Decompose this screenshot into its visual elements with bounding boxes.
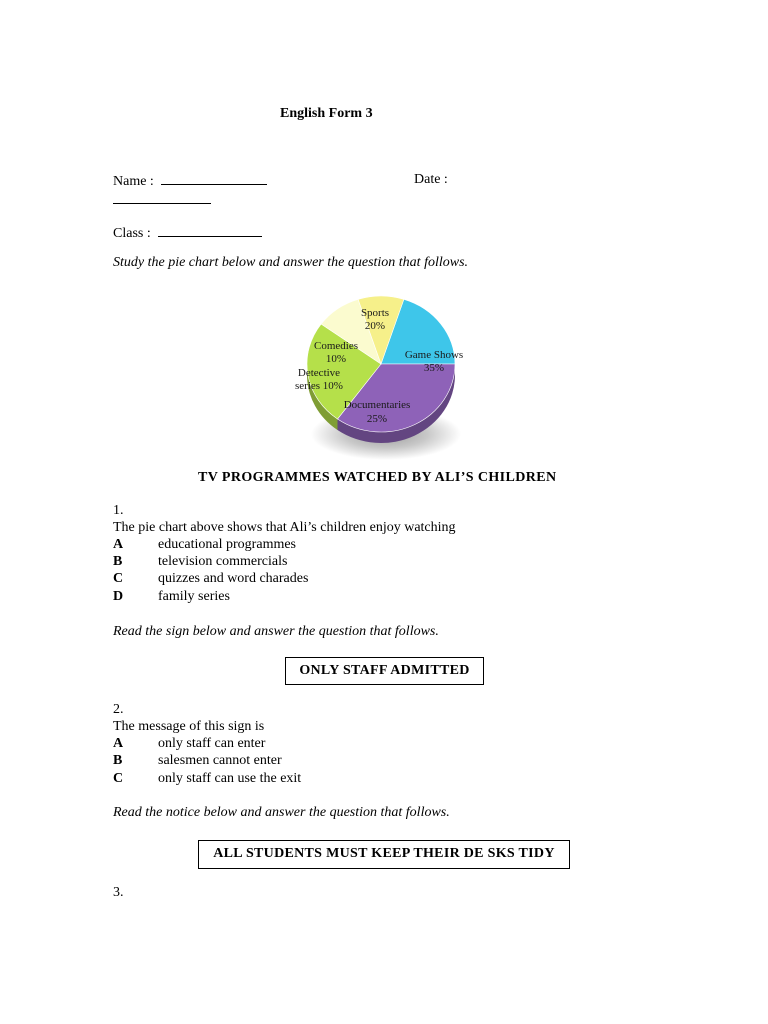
q1-stem: The pie chart above shows that Ali’s children enjoy watching bbox=[113, 520, 456, 535]
q1-option-b[interactable] bbox=[113, 554, 287, 570]
q2-stem: The message of this sign is bbox=[113, 719, 265, 734]
date-label: Date : bbox=[414, 172, 448, 187]
name-field-row bbox=[113, 172, 267, 190]
chart-caption: TV PROGRAMMES WATCHED BY ALI’S CHILDREN bbox=[198, 470, 557, 485]
option-text: only staff can enter bbox=[158, 736, 266, 751]
q1-instruction: Study the pie chart below and answer the question that follows. bbox=[113, 255, 469, 270]
page-title: English Form 3 bbox=[280, 106, 373, 121]
option-text: quizzes and word charades bbox=[158, 571, 309, 586]
slice-label-comedies: Comedies bbox=[314, 340, 358, 352]
class-blank[interactable] bbox=[158, 224, 262, 237]
slice-label-detective: Detective bbox=[297, 367, 341, 379]
slice-value-game-shows: 35% bbox=[423, 362, 445, 374]
option-text: only staff can use the exit bbox=[158, 771, 302, 786]
option-letter: A bbox=[113, 736, 124, 751]
slice-value-sports: 20% bbox=[364, 320, 386, 332]
name-blank[interactable] bbox=[161, 172, 267, 185]
option-text: educational programmes bbox=[158, 537, 297, 552]
option-letter: A bbox=[113, 537, 124, 552]
slice-value-comedies: 10% bbox=[325, 353, 347, 365]
class-label: Class : bbox=[113, 226, 151, 241]
q1-option-c[interactable] bbox=[113, 571, 308, 587]
name-label: Name : bbox=[113, 174, 154, 189]
q2-instruction: Read the sign below and answer the question that follows. bbox=[113, 624, 439, 639]
q1-option-a[interactable] bbox=[113, 537, 296, 553]
q3-number: 3. bbox=[113, 885, 124, 900]
option-text: family series bbox=[158, 589, 230, 604]
option-text: television commercials bbox=[158, 554, 288, 569]
q2-option-b[interactable] bbox=[113, 753, 282, 769]
pie-chart bbox=[288, 286, 488, 466]
slice-label-documentaries: Documentaries bbox=[343, 399, 411, 411]
q1-option-d[interactable] bbox=[113, 589, 230, 605]
slice-value-detective: series 10% bbox=[295, 380, 343, 392]
q1-number: 1. bbox=[113, 503, 124, 518]
students-notice: ALL STUDENTS MUST KEEP THEIR DE SKS TIDY bbox=[198, 840, 570, 869]
option-letter: C bbox=[113, 571, 124, 586]
slice-label-game-shows: Game Shows bbox=[404, 349, 464, 361]
date-blank[interactable] bbox=[113, 191, 211, 204]
q2-option-c[interactable] bbox=[113, 771, 301, 787]
q2-option-a[interactable] bbox=[113, 736, 265, 752]
slice-value-documentaries: 25% bbox=[366, 413, 388, 425]
option-letter: B bbox=[113, 753, 123, 768]
q3-instruction: Read the notice below and answer the question that follows. bbox=[113, 805, 450, 820]
option-letter: D bbox=[113, 589, 124, 604]
date-field-row bbox=[414, 172, 448, 188]
option-text: salesmen cannot enter bbox=[158, 753, 282, 768]
option-letter: B bbox=[113, 554, 123, 569]
slice-label-sports: Sports bbox=[360, 307, 390, 319]
option-letter: C bbox=[113, 771, 124, 786]
staff-sign: ONLY STAFF ADMITTED bbox=[285, 657, 484, 685]
class-field-row bbox=[113, 224, 262, 242]
q2-number: 2. bbox=[113, 702, 124, 717]
